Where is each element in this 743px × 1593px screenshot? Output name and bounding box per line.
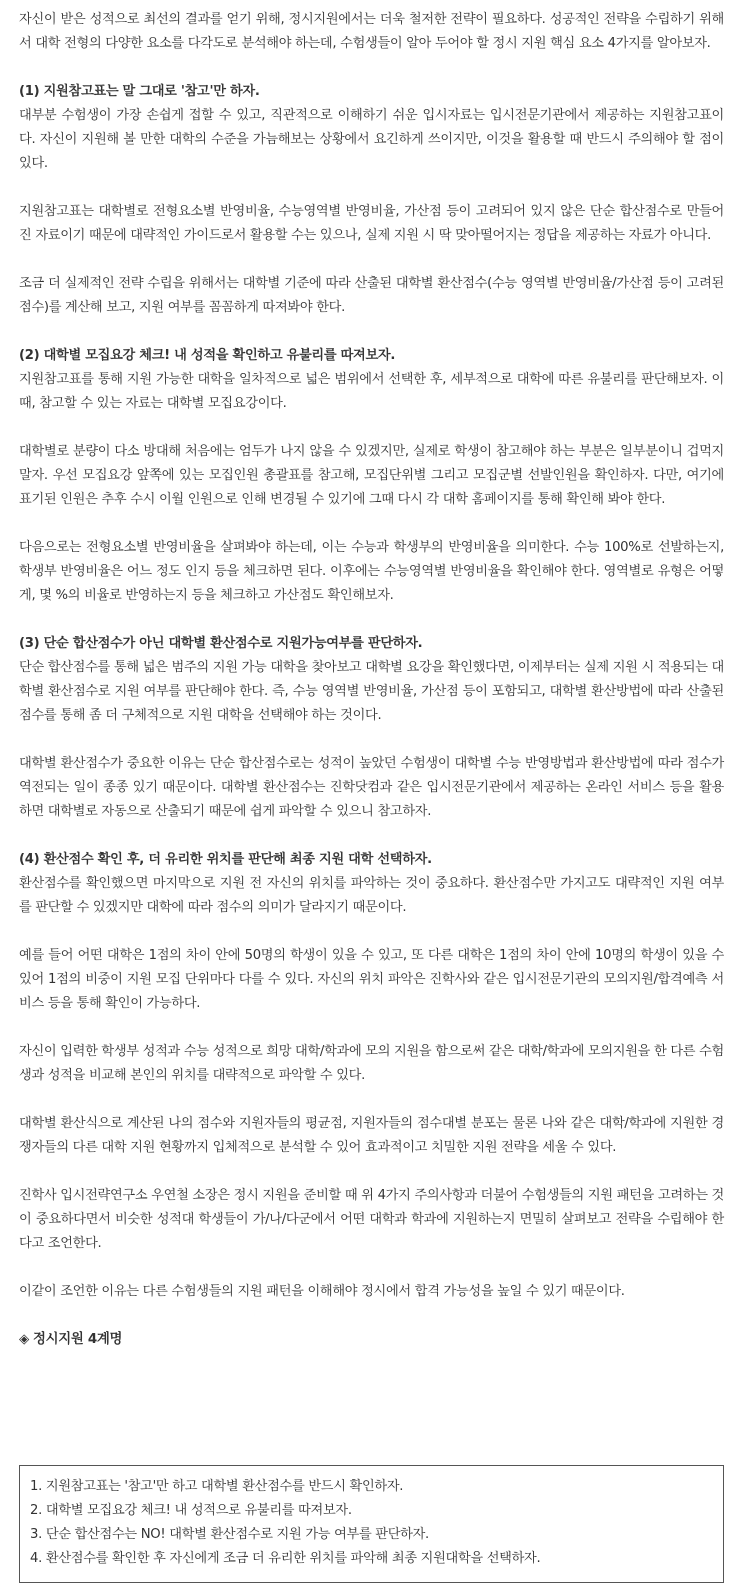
section-1-paragraph-2: 지원참고표는 대학별로 전형요소별 반영비율, 수능영역별 반영비율, 가산점 등이 고려되어 있지 않은 단순 합산점수로 만들어진 자료이기 때문에 대략적인 가이드로서 활용할 수는 있으나, 실제 지원 시 딱 맞아떨어지는 정답을 제공하는 자료가 아니다. [19,204,724,243]
diamond-bullet-icon: ◈ [19,1332,29,1347]
section-3-paragraph-2: 대학별 환산점수가 중요한 이유는 단순 합산점수로는 성적이 높았던 수험생이 대학별 수능 반영방법과 환산방법에 따라 점수가 역전되는 일이 종종 있기 때문이다. 대학별 환산점수는 진학닷컴과 같은 입시전문기관에서 제공하는 온라인 서비스 등을 활용하면 대학별로 자동으로 산출되기 때문에 쉽게 파악할 수 있으니 참고하자. [19,756,724,819]
section-4-paragraph-4: 대학별 환산식으로 계산된 나의 점수와 지원자들의 평균점, 지원자들의 점수대별 분포는 물론 나와 같은 대학/학과에 지원한 경쟁자들의 다른 대학 지원 현황까지 입체적으로 분석할 수 있어 효과적이고 치밀한 지원 전략을 세울 수 있다. [19,1116,724,1155]
section-4-paragraph-6: 이같이 조언한 이유는 다른 수험생들의 지원 패턴을 이해해야 정시에서 합격 가능성을 높일 수 있기 때문이다. [19,1284,625,1299]
section-4-paragraph-5: 진학사 입시전략연구소 우연철 소장은 정시 지원을 준비할 때 위 4가지 주의사항과 더불어 수험생들의 지원 패턴을 고려하는 것이 중요하다면서 비슷한 성적대 학생들이 가/나/다군에서 어떤 대학과 학과에 지원하는지 면밀히 살펴보고 전략을 수립해야 한다고 조언한다. [19,1188,724,1251]
summary-item-3: 3. 단순 합산점수는 NO! 대학별 환산점수로 지원 가능 여부를 판단하자. [30,1527,429,1542]
section-3-paragraph-1: 단순 합산점수를 통해 넓은 범주의 지원 가능 대학을 찾아보고 대학별 요강을 확인했다면, 이제부터는 실제 지원 시 적용되는 대학별 환산점수로 지원 여부를 판단해야 한다. 즉, 수능 영역별 반영비율, 가산점 등이 포함되고, 대학별 환산방법에 따라 산출된 점수를 통해 좀 더 구체적으로 지원 대학을 선택해야 하는 것이다. [19,660,724,723]
section-4-paragraph-1: 환산점수를 확인했으면 마지막으로 지원 전 자신의 위치를 파악하는 것이 중요하다. 환산점수만 가지고도 대략적인 지원 여부를 판단할 수 있겠지만 대학에 따라 점수의 의미가 달라지기 때문이다. [19,876,724,915]
section-4-paragraph-3: 자신이 입력한 학생부 성적과 수능 성적으로 희망 대학/학과에 모의 지원을 함으로써 같은 대학/학과에 모의지원을 한 다른 수험생과 성적을 비교해 본인의 위치를 대략적으로 파악할 수 있다. [19,1044,724,1083]
section-4-heading: (4) 환산점수 확인 후, 더 유리한 위치를 판단해 최종 지원 대학 선택하자. [19,852,432,867]
summary-item-4: 4. 환산점수를 확인한 후 자신에게 조금 더 유리한 위치를 파악해 최종 지원대학을 선택하자. [30,1551,541,1566]
summary-title-text: 정시지원 4계명 [33,1332,123,1347]
section-1-paragraph-1: 대부분 수험생이 가장 손쉽게 접할 수 있고, 직관적으로 이해하기 쉬운 입시자료는 입시전문기관에서 제공하는 지원참고표이다. 자신이 지원해 볼 만한 대학의 수준을 가늠해보는 상황에서 요긴하게 쓰이지만, 이것을 활용할 때 반드시 주의해야 할 점이 있다. [19,108,724,171]
section-4-paragraph-2: 예를 들어 어떤 대학은 1점의 차이 안에 50명의 학생이 있을 수 있고, 또 다른 대학은 1점의 차이 안에 10명의 학생이 있을 수 있어 1점의 비중이 지원 모집 단위마다 다를 수 있다. 자신의 위치 파악은 진학사와 같은 입시전문기관의 모의지원/합격예측 서비스 등을 통해 확인이 가능하다. [19,948,724,1011]
summary-item-1: 1. 지원참고표는 '참고'만 하고 대학별 환산점수를 반드시 확인하자. [30,1479,404,1494]
section-2-heading: (2) 대학별 모집요강 체크! 내 성적을 확인하고 유불리를 따져보자. [19,348,396,363]
section-2-paragraph-3: 다음으로는 전형요소별 반영비율을 살펴봐야 하는데, 이는 수능과 학생부의 반영비율을 의미한다. 수능 100%로 선발하는지, 학생부 반영비율은 어느 정도 인지 등을 체크하면 된다. 이후에는 수능영역별 반영비율을 확인해야 한다. 영역별로 유형은 어떻게, 몇 %의 비율로 반영하는지 등을 체크하고 가산점도 확인해보자. [19,540,724,603]
section-2-paragraph-1: 지원참고표를 통해 지원 가능한 대학을 일차적으로 넓은 범위에서 선택한 후, 세부적으로 대학에 따른 유불리를 판단해보자. 이때, 참고할 수 있는 자료는 대학별 모집요강이다. [19,372,724,411]
summary-title [19,1328,724,1352]
section-1-paragraph-3: 조금 더 실제적인 전략 수립을 위해서는 대학별 기준에 따라 산출된 대학별 환산점수(수능 영역별 반영비율/가산점 등이 고려된 점수)를 계산해 보고, 지원 여부를 꼼꼼하게 따져봐야 한다. [19,276,724,315]
section-2-paragraph-2: 대학별로 분량이 다소 방대해 처음에는 엄두가 나지 않을 수 있겠지만, 실제로 학생이 참고해야 하는 부분은 일부분이니 겁먹지 말자. 우선 모집요강 앞쪽에 있는 모집인원 총괄표를 참고해, 모집단위별 그리고 모집군별 선발인원을 확인하자. 다만, 여기에 표기된 인원은 추후 수시 이월 인원으로 인해 변경될 수 있기에 그때 다시 각 대학 홈페이지를 통해 확인해 봐야 한다. [19,444,724,507]
summary-box [19,1465,724,1583]
summary-item-2: 2. 대학별 모집요강 체크! 내 성적으로 유불리를 따져보자. [30,1503,352,1518]
intro-paragraph: 자신이 받은 성적으로 최선의 결과를 얻기 위해, 정시지원에서는 더욱 철저한 전략이 필요하다. 성공적인 전략을 수립하기 위해서 대학 전형의 다양한 요소를 다각도로 분석해야 하는데, 수험생들이 알아 두어야 할 정시 지원 핵심 요소 4가지를 알아보자. [19,12,724,51]
section-3-heading: (3) 단순 합산점수가 아닌 대학별 환산점수로 지원가능여부를 판단하자. [19,636,423,651]
summary-list [30,1475,713,1571]
section-1-heading: (1) 지원참고표는 말 그대로 '참고'만 하자. [19,84,260,99]
